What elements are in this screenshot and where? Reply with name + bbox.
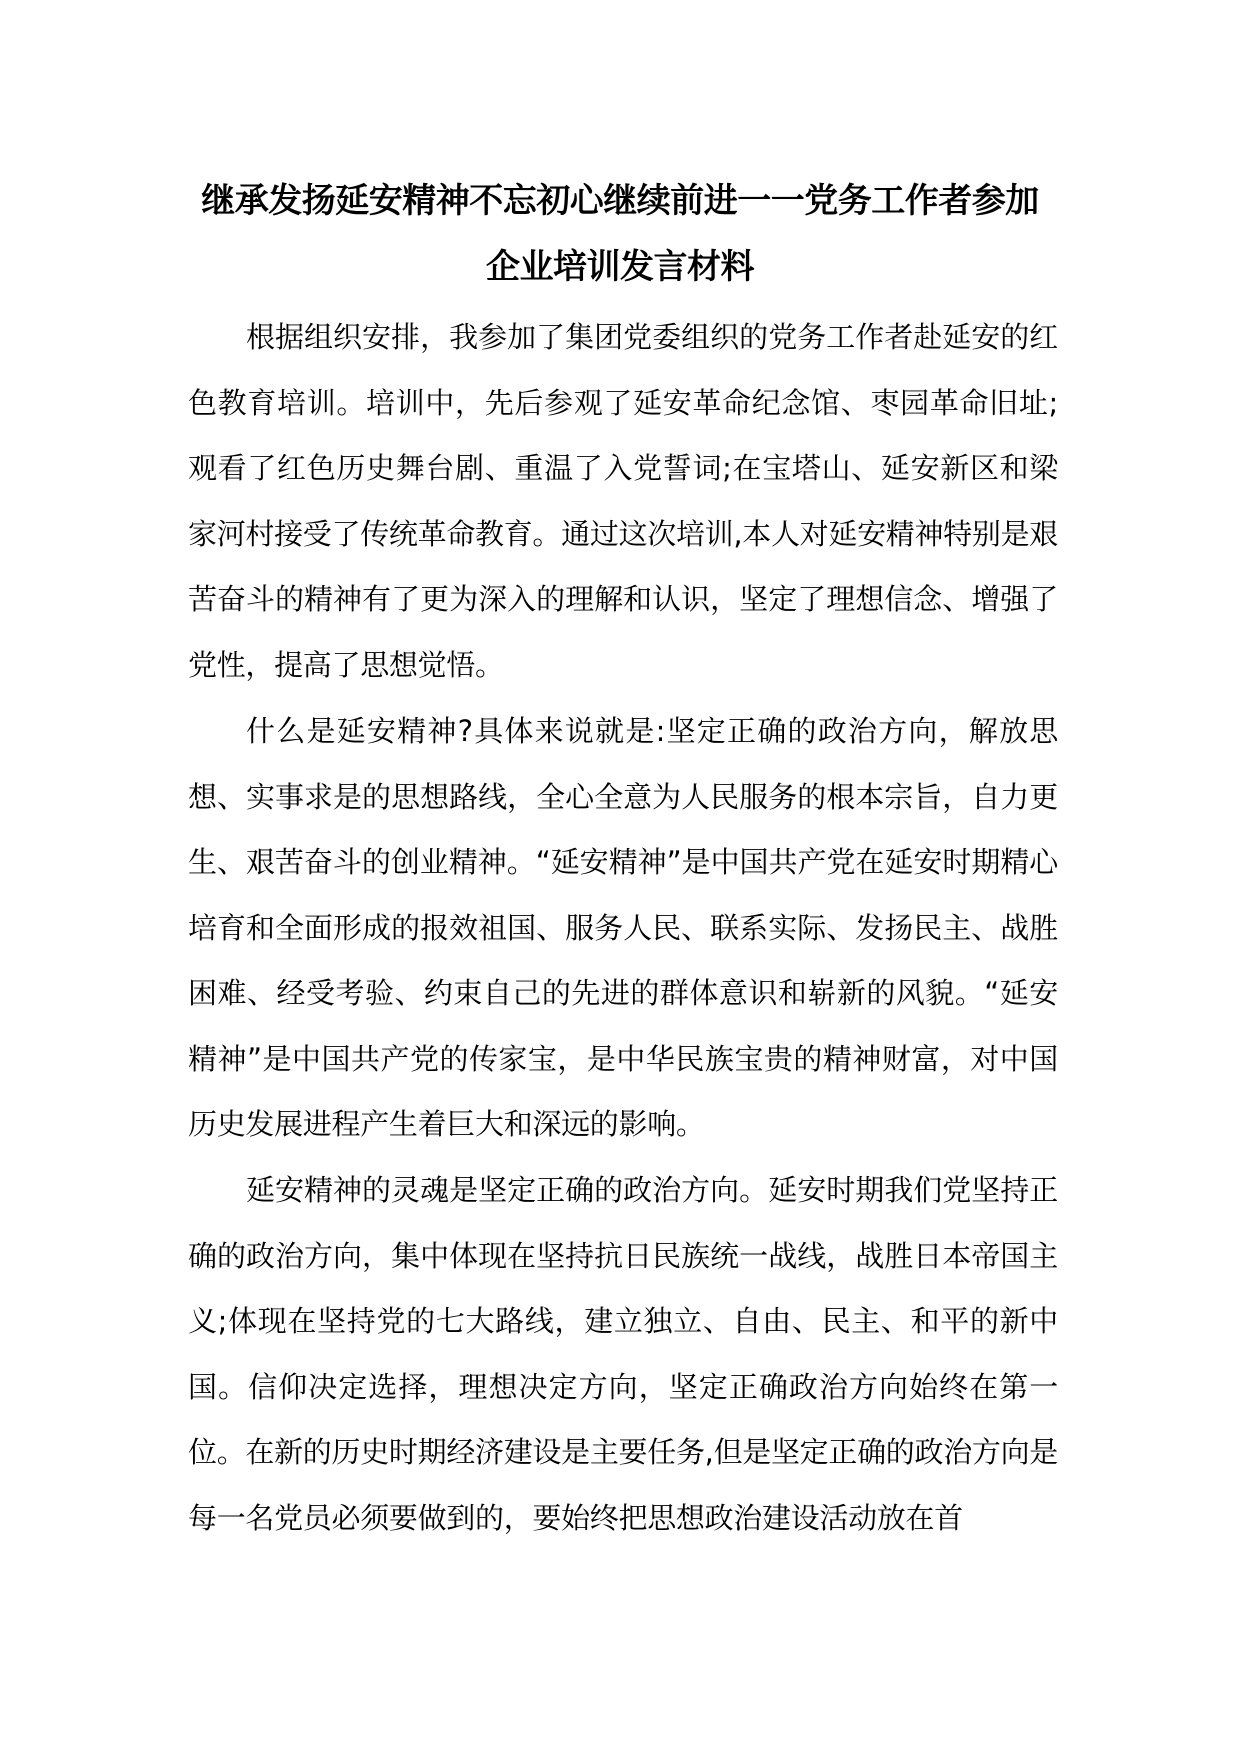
paragraph-training-overview: 根据组织安排，我参加了集团党委组织的党务工作者赴延安的红色教育培训。培训中，先后参观了延安革命纪念馆、枣园革命旧址;观看了红色历史舞台剧、重温了入党誓词;在宝塔山、延安新区和梁家河村接受了传统革命教育。通过这次培训,本人对延安精神特别是艰苦奋斗的精神有了更为深入的理解和认识，坚定了理想信念、增强了党性，提高了思想觉悟。 (188, 320, 1058, 682)
paragraph-yanan-spirit-definition: 什么是延安精神?具体来说就是:坚定正确的政治方向，解放思想、实事求是的思想路线，全心全意为人民服务的根本宗旨，自力更生、艰苦奋斗的创业精神。“延安精神”是中国共产党在延安时期精心培育和全面形成的报效祖国、服务人民、联系实际、发扬民主、战胜困难、经受考验、约束自己的先进的群体意识和崭新的风貌。“延安精神”是中国共产党的传家宝，是中华民族宝贵的精神财富，对中国历史发展进程产生着巨大和深远的影响。 (188, 714, 1058, 1141)
paragraph-political-direction: 延安精神的灵魂是坚定正确的政治方向。延安时期我们党坚持正确的政治方向，集中体现在坚持抗日民族统一战线，战胜日本帝国主义;体现在坚持党的七大路线，建立独立、自由、民主、和平的新中国。信仰决定选择，理想决定方向，坚定正确政治方向始终在第一位。在新的历史时期经济建设是主要任务,但是坚定正确的政治方向是每一名党员必须要做到的，要始终把思想政治建设活动放在首 (188, 1173, 1058, 1535)
document-title: 继承发扬延安精神不忘初心继续前进一一党务工作者参加企业培训发言材料 (201, 181, 1039, 287)
